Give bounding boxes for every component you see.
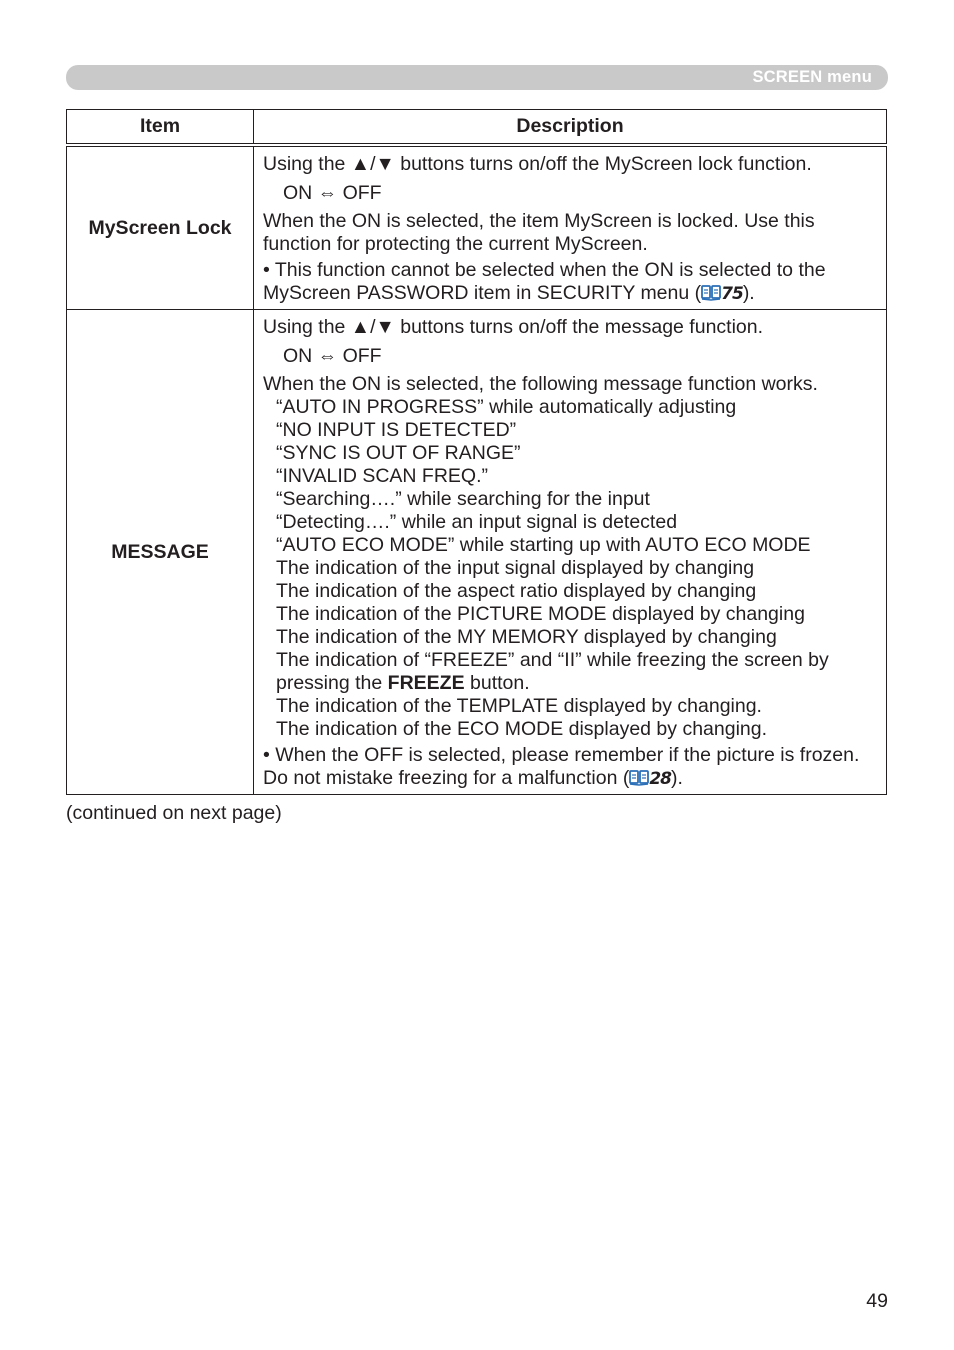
toggle-options: ON ⇔ OFF: [283, 182, 382, 204]
table-row-message: [67, 310, 887, 795]
freeze-text: The indication of “FREEZE” and “II” while freezing the screen by pressing the: [276, 649, 829, 694]
page-number: 49: [866, 1290, 888, 1312]
column-header-description: Description: [254, 110, 887, 144]
list-item-freeze: [276, 649, 878, 695]
toggle-options: ON ⇔ OFF: [283, 345, 382, 367]
list-item: “SYNC IS OUT OF RANGE”: [276, 442, 521, 464]
description-line: Using the ▲/▼ buttons turns on/off the message function.: [263, 316, 764, 338]
description-paragraph: When the ON is selected, the item MyScreen is locked. Use this function for protecting the current MyScreen.: [263, 210, 815, 255]
list-item: The indication of the aspect ratio displayed by changing: [276, 580, 757, 602]
note-text-end: ).: [671, 767, 683, 789]
table-row-myscreen-lock: [67, 147, 887, 310]
item-name: MyScreen Lock: [67, 147, 254, 310]
description-note: [263, 744, 878, 791]
list-item: “AUTO ECO MODE” while starting up with AUTO ECO MODE: [276, 534, 811, 556]
page-reference-link[interactable]: 75: [721, 284, 743, 304]
list-item: “Detecting….” while an input signal is detected: [276, 511, 678, 533]
book-reference-icon: [629, 769, 649, 786]
description-note: [263, 259, 878, 306]
freeze-button-name: FREEZE: [387, 672, 465, 694]
list-item: The indication of the MY MEMORY displayed by changing: [276, 626, 777, 648]
list-item: “INVALID SCAN FREQ.”: [276, 465, 488, 487]
list-item: “AUTO IN PROGRESS” while automatically adjusting: [276, 396, 737, 418]
list-item: The indication of the ECO MODE displayed by changing.: [276, 718, 768, 740]
table-header-row: [67, 110, 887, 144]
book-reference-icon: [701, 284, 721, 301]
list-item: The indication of the PICTURE MODE displayed by changing: [276, 603, 805, 625]
item-description: [254, 147, 887, 310]
section-header-bar: [66, 65, 888, 90]
list-item: “Searching….” while searching for the input: [276, 488, 650, 510]
note-text-end: ).: [742, 282, 755, 304]
menu-spec-table: [66, 109, 887, 795]
item-description: [254, 310, 887, 795]
continued-note: (continued on next page): [66, 802, 282, 824]
description-paragraph: When the ON is selected, the following message function works.: [263, 373, 818, 395]
description-line: Using the ▲/▼ buttons turns on/off the MyScreen lock function.: [263, 153, 812, 175]
page-reference-link[interactable]: 28: [649, 769, 672, 789]
note-text: • When the OFF is selected, please remember if the picture is frozen. Do not mistake freezing for a malfunction (: [263, 744, 860, 789]
section-title: SCREEN menu: [752, 68, 872, 86]
freeze-text-end: button.: [464, 672, 530, 694]
list-item: The indication of the input signal displayed by changing: [276, 557, 755, 579]
column-header-item: Item: [67, 110, 254, 144]
item-name: MESSAGE: [67, 310, 254, 795]
list-item: The indication of the TEMPLATE displayed by changing.: [276, 695, 762, 717]
note-text: • This function cannot be selected when the ON is selected to the MyScreen PASSWORD item in SECURITY menu (: [263, 259, 826, 304]
list-item: “NO INPUT IS DETECTED”: [276, 419, 517, 441]
message-list: [263, 396, 878, 741]
